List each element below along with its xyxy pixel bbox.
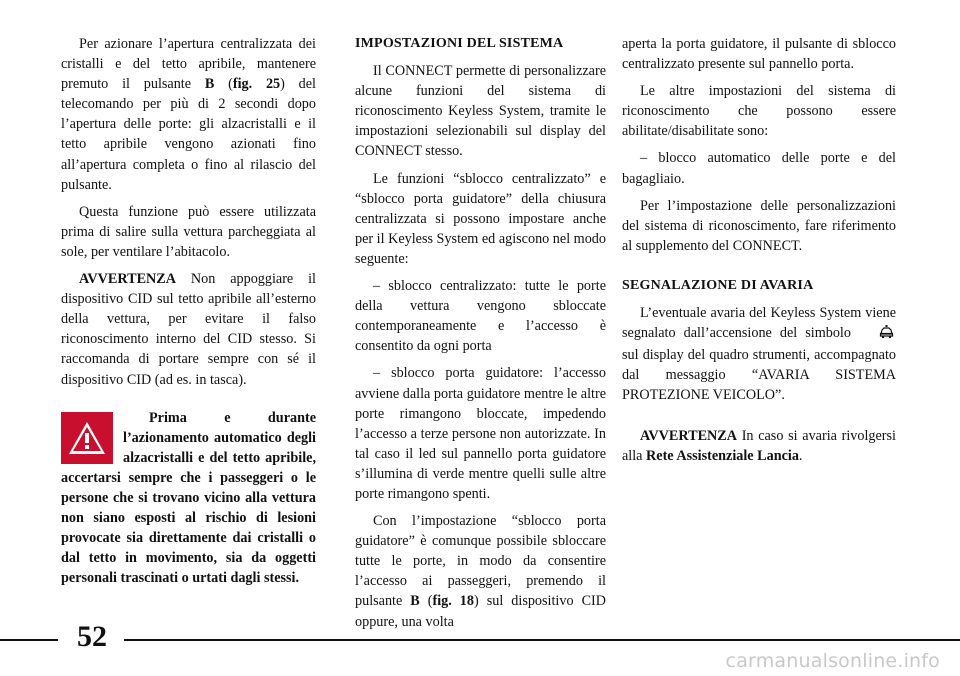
warning-triangle-icon	[61, 412, 113, 464]
paragraph-ventilation: Questa funzione può essere utilizzata prima di salire sulla vettura parcheggiata al sole, per ventilare l’abitacolo.	[61, 203, 316, 260]
footer-rule-right	[124, 639, 960, 641]
section-heading-settings: IMPOSTAZIONI DEL SISTEMA	[355, 36, 564, 51]
danger-text: Prima e durante l’azionamento automatico degli alzacristalli e del tetto apribile, accertarsi sempre che i passeggeri o le persone che si trovano vicino alla vettura non siano esposti al rischio di lesioni provocate sia direttamente dai cristalli o dal tetto in movimento, sia da oggetti personali trascinati o urtati dagli stessi.	[61, 409, 316, 587]
paragraph-unlock-all: Con l’impostazione “sblocco porta guidatore” è comunque possibile sbloccare tutte le porte, in modo da consentire l’accesso ai passeggeri, premendo il pulsante B (fig. 18) sul dispositivo CID oppure, una volta	[355, 513, 607, 630]
footer-rule-left	[0, 639, 58, 641]
paragraph-other-settings: Le altre impostazioni del sistema di riconoscimento che possono essere abilitate/disabilitate sono:	[622, 83, 896, 140]
paragraph-fault: L’eventuale avaria del Keyless System viene segnalato dall’accensione del simbolo sul display del quadro strumenti, accompagnato dal messaggio “AVARIA SISTEMA PROTEZIONE VEICOLO”.	[622, 305, 896, 404]
figure-ref: fig. 18	[432, 593, 474, 610]
paragraph-auto-lock: – blocco automatico delle porte e del bagagliaio.	[622, 150, 896, 187]
button-ref: B	[204, 76, 215, 93]
paragraph-warning-fault: AVVERTENZA In caso si avaria rivolgersi alla Rete Assistenziale Lancia.	[622, 427, 896, 464]
page-number: 52	[77, 620, 107, 653]
paragraph-warning: AVVERTENZA Non appoggiare il dispositivo CID sul tetto apribile all’esterno della vettura, per evitare il falso riconoscimento interno del CID stesso. Si raccomanda di portare sempre con sé il dispositivo CID (ad es. in tasca).	[61, 271, 316, 388]
warning-label: AVVERTENZA	[79, 271, 176, 288]
paragraph-connect: Il CONNECT permette di personalizzare alcune funzioni del sistema di riconoscimento Keyless System, tramite le impostazioni selezionabili sul display del CONNECT stesso.	[355, 63, 606, 160]
column-right	[622, 34, 896, 473]
button-ref: B	[410, 593, 420, 610]
paragraph-window-opening: Per azionare l’apertura centralizzata dei cristalli e del tetto apribile, mantenere premuto il pulsante B (fig. 25) del telecomando per più di 2 secondi dopo l’apertura delle porte: gli alzacristalli e il tetto apribile vengono azionati fino all’apertura completa o fino al rilascio del pulsante.	[61, 36, 316, 193]
paragraph-functions: Le funzioni “sblocco centralizzato” e “sblocco porta guidatore” della chiusura centralizzata si possono impostare anche per il Keyless System ed agiscono nel modo seguente:	[355, 170, 606, 267]
paragraph-central-unlock: – sblocco centralizzato: tutte le porte della vettura vengono sbloccate contemporaneamente e l’accesso è consentito da ogni porta	[355, 278, 606, 355]
watermark: carmanualsonline.info	[725, 650, 940, 672]
figure-ref: fig. 25	[232, 76, 281, 93]
car-protection-icon	[861, 324, 894, 345]
paragraph-driver-unlock: – sblocco porta guidatore: l’accesso avviene dalla porta guidatore mentre le altre porte rimangono bloccate, impedendo l’accesso a terze persone non autorizzate. In tal caso il led sul pannello porta guidatore s’illumina di verde mentre quelli sulle altre porte rimangono spenti.	[355, 365, 606, 502]
warning-label: AVVERTENZA	[640, 427, 737, 444]
column-middle	[355, 34, 606, 639]
column-left	[61, 34, 316, 595]
service-network: Rete Assistenziale Lancia	[646, 447, 799, 464]
danger-notice	[61, 408, 316, 589]
section-heading-fault: SEGNALAZIONE DI AVARIA	[622, 277, 814, 293]
paragraph-continued: aperta la porta guidatore, il pulsante di sblocco centralizzato presente sul pannello porta.	[622, 36, 896, 73]
paragraph-supplement: Per l’impostazione delle personalizzazioni del sistema di riconoscimento, fare riferimento al supplemento del CONNECT.	[622, 197, 896, 254]
